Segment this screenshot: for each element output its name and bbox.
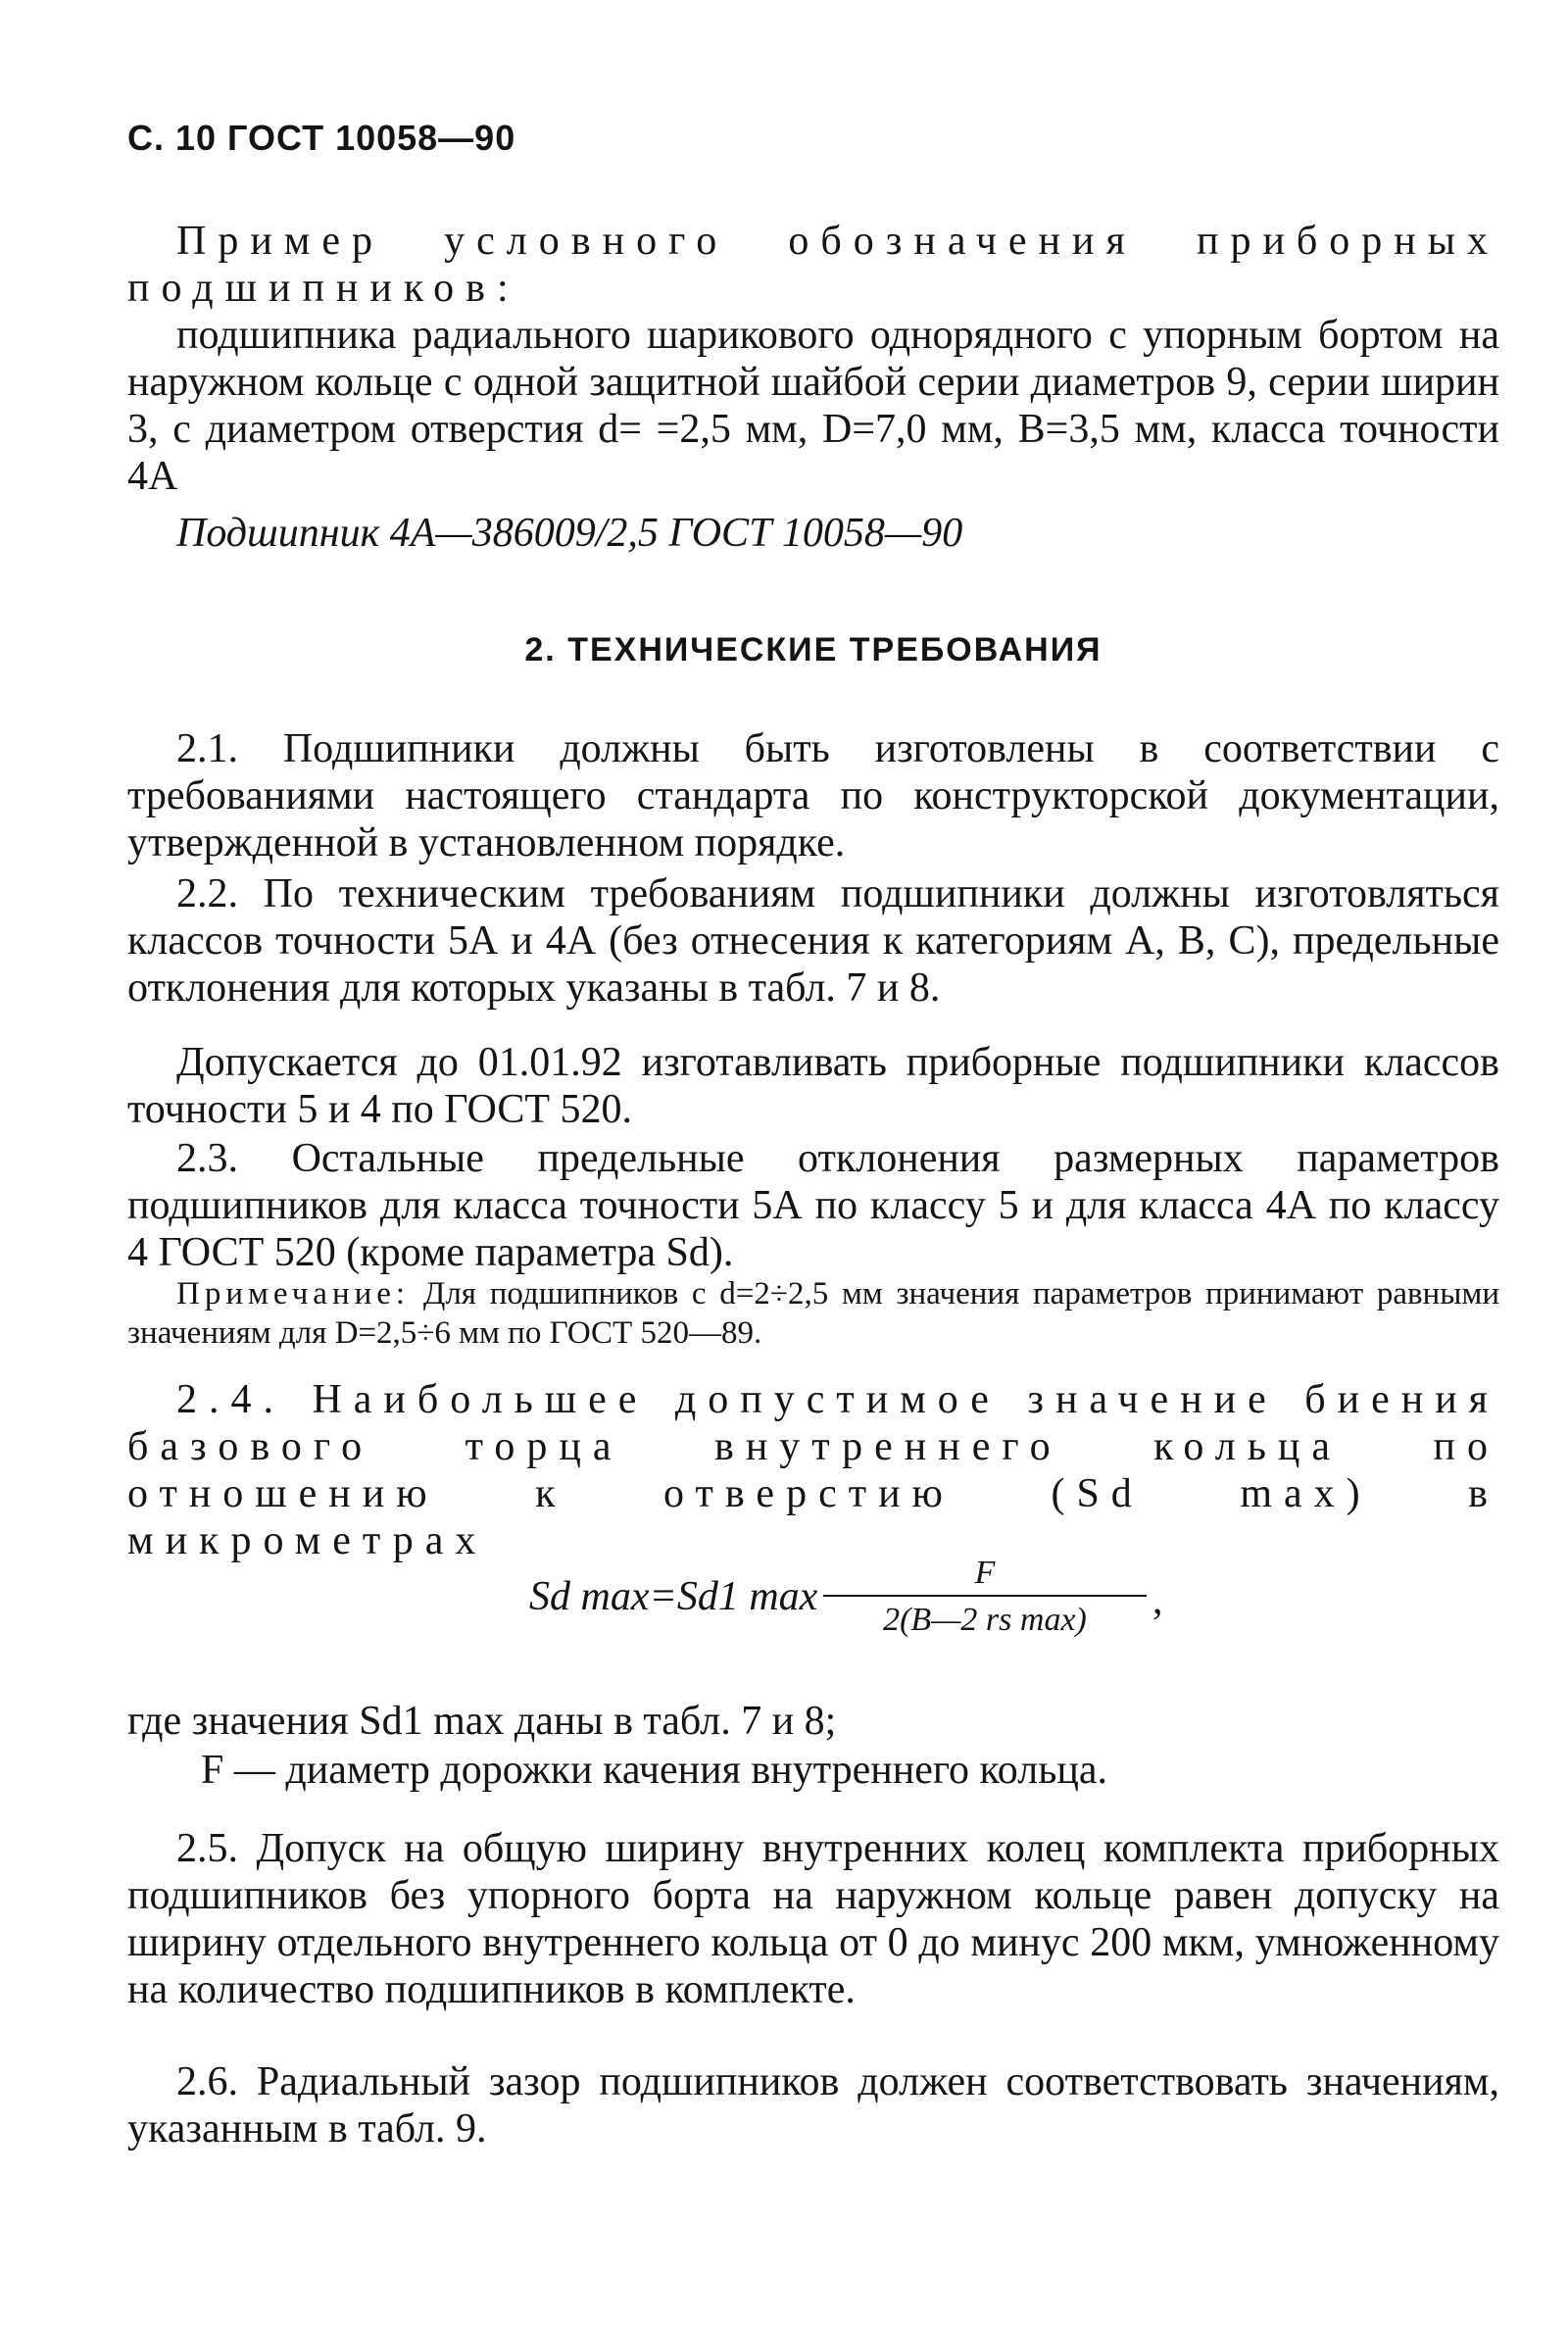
example-heading: Пример условного обозначения приборных подшипников: xyxy=(127,219,1499,311)
paragraph-2-3: 2.3. Остальные предельные отклонения размерных параметров подшипников для класса точности 5А по классу 5 и для класса 4А по классу 4 ГОСТ 520 (кроме параметра Sd). xyxy=(127,1136,1499,1275)
paragraph-2-6: 2.6. Радиальный зазор подшипников должен соответствовать значениям, указанным в табл. 9. xyxy=(127,2059,1499,2152)
formula-where-line-1: где значения Sd1 max даны в табл. 7 и 8; xyxy=(127,1699,837,1744)
note-label: Примечание: xyxy=(176,1276,411,1311)
formula-comma: , xyxy=(1152,1578,1163,1623)
example-text: подшипника радиального шарикового однорядного с упорным бортом на наружном кольце с одной защитной шайбой серии диаметров 9, серии ширин 3, с диаметром отверстия d= =2,5 мм, D=7,0 мм, B=3,5 мм, класса точности 4А xyxy=(127,313,1499,499)
formula-numerator: F xyxy=(974,1555,996,1591)
paragraph-2-1: 2.1. Подшипники должны быть изготовлены в соответствии с требованиями настоящего стандарта по конструкторской документации, утвержденной в установленном порядке. xyxy=(127,726,1499,866)
section-title: 2. ТЕХНИЧЕСКИЕ ТРЕБОВАНИЯ xyxy=(524,631,1102,668)
bearing-designation: Подшипник 4А—386009/2,5 ГОСТ 10058—90 xyxy=(176,511,963,556)
paragraph-2-5: 2.5. Допуск на общую ширину внутренних колец комплекта приборных подшипников без упорного борта на наружном кольце равен допуску на ширину отдельного внутреннего кольца от 0 до минус 200 мкм, умноженному на количество подшипников в комплекте. xyxy=(127,1826,1499,2012)
note xyxy=(127,1274,1499,1353)
note-text: Для подшипников с d=2÷2,5 мм значения параметров принимают равными значениям для D=2,5÷6 мм по ГОСТ 520—89. xyxy=(127,1276,1500,1351)
paragraph-2-2-allowance: Допускается до 01.01.92 изготавливать приборные подшипники классов точности 5 и 4 по ГОСТ 520. xyxy=(127,1040,1499,1132)
runout-formula xyxy=(529,1554,1235,1671)
page-header: С. 10 ГОСТ 10058—90 xyxy=(127,118,516,158)
formula-denominator: 2(B—2 rs max) xyxy=(883,1602,1087,1638)
fraction-bar xyxy=(823,1595,1147,1597)
formula-lhs: Sd max=Sd1 max xyxy=(529,1574,818,1619)
formula-where-line-2: F — диаметр дорожки качения внутреннего кольца. xyxy=(201,1748,1107,1793)
paragraph-2-4: 2.4. Наибольшее допустимое значение биения базового торца внутреннего кольца по отношению к отверстию (Sd max) в микрометрах xyxy=(127,1377,1499,1563)
paragraph-2-2: 2.2. По техническим требованиям подшипники должны изготовляться классов точности 5А и 4А (без отнесения к категориям А, В, С), предельные отклонения для которых указаны в табл. 7 и 8. xyxy=(127,871,1499,1011)
formula-fraction xyxy=(823,1554,1147,1640)
